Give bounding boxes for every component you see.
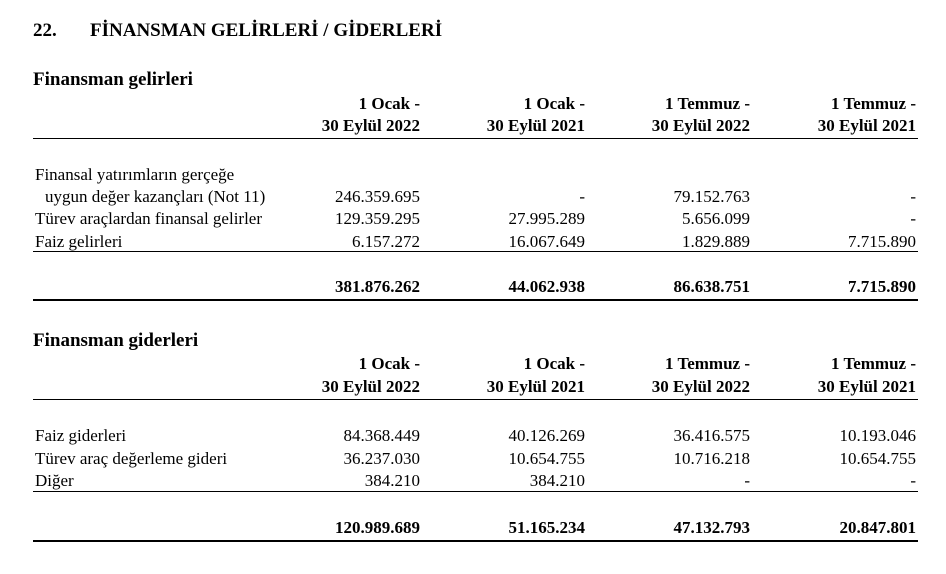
section-title: FİNANSMAN GELİRLERİ / GİDERLERİ bbox=[90, 20, 443, 41]
income-row-3-label: Faiz gelirleri bbox=[35, 232, 123, 251]
income-col-4-line2: 30 Eylül 2021 bbox=[817, 116, 916, 135]
income-row-2-value-1: 129.359.295 bbox=[335, 209, 420, 228]
income-col-2-line2: 30 Eylül 2021 bbox=[486, 116, 585, 135]
expenses-row-1-label: Faiz giderleri bbox=[35, 426, 127, 445]
income-row-1-value-3: 79.152.763 bbox=[673, 187, 750, 206]
income-header-rule bbox=[33, 138, 918, 139]
income-subtotal-rule bbox=[33, 251, 918, 252]
expenses-total-2: 51.165.234 bbox=[508, 518, 585, 537]
income-col-4-line1: 1 Temmuz - bbox=[831, 94, 916, 113]
expenses-header-rule bbox=[33, 399, 918, 400]
expenses-col-4-line1: 1 Temmuz - bbox=[831, 354, 916, 373]
expenses-col-1-line2: 30 Eylül 2022 bbox=[321, 377, 420, 396]
income-row-1-label: uygun değer kazançları (Not 11) bbox=[45, 187, 266, 206]
expenses-col-3-line2: 30 Eylül 2022 bbox=[651, 377, 750, 396]
expenses-row-2-value-4: 10.654.755 bbox=[839, 449, 916, 468]
income-row-2-value-4: - bbox=[910, 209, 916, 228]
income-title: Finansman gelirleri bbox=[33, 69, 193, 90]
expenses-col-1-line1: 1 Ocak - bbox=[358, 354, 420, 373]
income-row-3-value-1: 6.157.272 bbox=[352, 232, 420, 251]
expenses-row-1-value-1: 84.368.449 bbox=[343, 426, 420, 445]
expenses-title: Finansman giderleri bbox=[33, 330, 199, 351]
expenses-col-3-line1: 1 Temmuz - bbox=[665, 354, 750, 373]
expenses-row-2-value-1: 36.237.030 bbox=[343, 449, 420, 468]
expenses-total-3: 47.132.793 bbox=[673, 518, 750, 537]
expenses-row-3-value-2: 384.210 bbox=[529, 471, 585, 490]
expenses-row-3-value-3: - bbox=[744, 471, 750, 490]
expenses-total-4: 20.847.801 bbox=[839, 518, 916, 537]
income-row-1-value-2: - bbox=[579, 187, 585, 206]
income-row-3-value-3: 1.829.889 bbox=[682, 232, 750, 251]
expenses-total-rule bbox=[33, 540, 918, 542]
income-row-2-value-3: 5.656.099 bbox=[682, 209, 750, 228]
income-total-1: 381.876.262 bbox=[335, 277, 420, 296]
income-row-2-label: Türev araçlardan finansal gelirler bbox=[35, 209, 263, 228]
expenses-row-3-value-1: 384.210 bbox=[364, 471, 420, 490]
expenses-row-2-label: Türev araç değerleme gideri bbox=[35, 449, 228, 468]
income-row-1-value-4: - bbox=[910, 187, 916, 206]
expenses-col-4-line2: 30 Eylül 2021 bbox=[817, 377, 916, 396]
section-number: 22. bbox=[33, 20, 57, 41]
income-col-1-line2: 30 Eylül 2022 bbox=[321, 116, 420, 135]
expenses-row-1-value-3: 36.416.575 bbox=[673, 426, 750, 445]
income-row-3-value-2: 16.067.649 bbox=[508, 232, 585, 251]
income-row-1-value-1: 246.359.695 bbox=[335, 187, 420, 206]
expenses-row-3-value-4: - bbox=[910, 471, 916, 490]
income-total-4: 7.715.890 bbox=[848, 277, 916, 296]
expenses-total-1: 120.989.689 bbox=[335, 518, 420, 537]
income-total-2: 44.062.938 bbox=[508, 277, 585, 296]
expenses-col-2-line2: 30 Eylül 2021 bbox=[486, 377, 585, 396]
expenses-subtotal-rule bbox=[33, 491, 918, 492]
income-row-3-value-4: 7.715.890 bbox=[848, 232, 916, 251]
income-total-3: 86.638.751 bbox=[673, 277, 750, 296]
income-col-1-line1: 1 Ocak - bbox=[358, 94, 420, 113]
expenses-col-2-line1: 1 Ocak - bbox=[523, 354, 585, 373]
income-col-2-line1: 1 Ocak - bbox=[523, 94, 585, 113]
income-row-1-label-line1: Finansal yatırımların gerçeğe bbox=[35, 165, 235, 184]
expenses-row-3-label: Diğer bbox=[35, 471, 74, 490]
expenses-row-2-value-2: 10.654.755 bbox=[508, 449, 585, 468]
income-row-2-value-2: 27.995.289 bbox=[508, 209, 585, 228]
expenses-row-1-value-2: 40.126.269 bbox=[508, 426, 585, 445]
income-col-3-line2: 30 Eylül 2022 bbox=[651, 116, 750, 135]
income-col-3-line1: 1 Temmuz - bbox=[665, 94, 750, 113]
expenses-row-1-value-4: 10.193.046 bbox=[839, 426, 916, 445]
expenses-row-2-value-3: 10.716.218 bbox=[673, 449, 750, 468]
income-total-rule bbox=[33, 299, 918, 301]
